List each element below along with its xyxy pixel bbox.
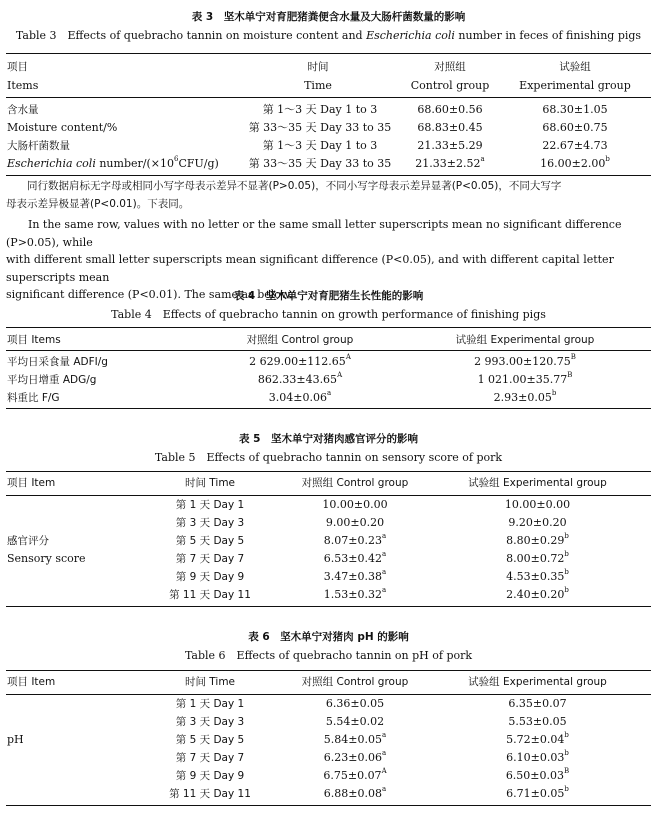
table6-header-ctrl: 对照组 Control group [301,676,409,688]
table6-row-ctrl: 6.36±0.05 [325,697,385,710]
table3-header-exp-cn: 试验组 [559,61,591,73]
table3-row-exp: 22.67±4.73 [542,139,608,152]
table4-header-ctrl: 对照组 Control group [246,334,354,346]
table3-title-cn: 表 3 坚木单宁对育肥猪粪便含水量及大肠杆菌数量的影响 [191,11,466,23]
table6-item: pH [7,733,24,746]
table6-row-exp: 5.72±0.04$^b$ [506,731,569,746]
table3-caption [0,10,657,43]
table5-row-exp: 8.00±0.72$^b$ [506,550,569,565]
table6-row-ctrl: 5.54±0.02 [325,715,385,728]
table6-top-rule [6,670,651,671]
table3-row-ctrl: 68.83±0.45 [417,121,483,134]
table4-row-exp: 2.93±0.05$^b$ [493,389,557,404]
table3-row-ctrl: 21.33±2.52$^a$ [415,155,485,170]
table4-bottom-rule [6,408,651,409]
table5-row-time: 第 5 天 Day 5 [175,535,245,547]
table5-top-rule [6,471,651,472]
table6-row-time: 第 7 天 Day 7 [175,752,245,764]
table6-row-time: 第 3 天 Day 3 [175,716,245,728]
table4-row-item: 料重比 F/G [7,392,60,404]
table4-header-exp: 试验组 Experimental group [455,334,595,346]
table3-row-time: 第 1～3 天 Day 1 to 3 [262,103,378,116]
table6-row-time: 第 11 天 Day 11 [169,788,251,800]
table4-header-rule [6,350,651,351]
table3-row-exp: 68.60±0.75 [542,121,608,134]
table6-row-ctrl: $6.75\pm 0.07^A$ [323,767,387,782]
table3-header-ctrl-en: Control group [410,79,490,92]
table6-row-exp: 5.53±0.05 [508,715,567,728]
table5-header-time: 时间 Time [184,477,236,489]
table3-header-time-cn: 时间 [307,61,329,73]
table4-header-item: 项目 Items [7,334,61,346]
table5-title-cn: 表 5 坚木单宁对猪肉感官评分的影响 [239,433,418,445]
table6-header-time: 时间 Time [184,676,236,688]
table6-row-ctrl: 6.88±0.08$^a$ [323,785,387,800]
table3-row-ctrl: 21.33±5.29 [417,139,483,152]
table3-header-rule [6,97,651,98]
table5-row-ctrl: 1.53±0.32$^a$ [323,586,387,601]
table6-header-exp: 试验组 Experimental group [468,676,607,688]
table6-row-ctrl: 6.23±0.06$^a$ [323,749,387,764]
table3-row-exp: 68.30±1.05 [542,103,608,116]
table3-row-item: 大肠杆菌数量 [7,140,70,152]
table5-row-time: 第 9 天 Day 9 [175,571,245,583]
table6-row-time: 第 5 天 Day 5 [175,734,245,746]
table5-title-en: Table 5 Effects of quebracho tannin on sensory score of pork [154,451,503,464]
table4-top-rule [6,327,651,328]
table3-row-ctrl: 68.60±0.56 [417,103,483,116]
table4-row-exp: 1 $021.00\pm 35.77^B$ [477,371,573,386]
table5-header-exp: 试验组 Experimental group [468,477,607,489]
table3-row-time: 第 33～35 天 Day 33 to 35 [248,157,392,170]
table5-row-exp: 9.20±0.20 [508,516,567,529]
table5-row-time: 第 7 天 Day 7 [175,553,245,565]
table3-header-time-en: Time [304,79,332,92]
table6-caption [0,630,657,663]
table6-row-exp: 6.10±0.03$^b$ [506,749,569,764]
table6-title-cn: 表 6 坚木单宁对猪肉 pH 的影响 [248,631,409,643]
table5-row-time: 第 3 天 Day 3 [175,517,245,529]
table3-header-item-en: Items [7,79,39,92]
table6-row-ctrl: 5.84±0.05$^a$ [323,731,387,746]
table6-row-exp: 6.35±0.07 [508,697,567,710]
table4-row-exp: 2 $993.00\pm 120.75^B$ [474,353,576,368]
table4-row-item: 平均日增重 ADG/g [7,374,97,386]
table6-row-exp: 6.71±0.05$^b$ [506,785,569,800]
table4-title-cn: 表 4 坚木单宁对育肥猪生长性能的影响 [233,290,424,302]
table5-header-ctrl: 对照组 Control group [301,477,409,489]
table-note-en: In the same row, values with no letter or the same small letter superscripts mean no significant difference (P>0.05), while with different small letter superscripts mean significant difference (P<0.05), and with different capital letter superscripts mean significant difference (P<0.01). The same as below. [6,218,622,301]
table3-top-rule [6,53,651,54]
table4-caption [0,289,657,322]
table3-row-exp: 16.00±2.00$^b$ [540,155,610,170]
table4-row-item: 平均日采食量 ADFI/g [7,356,108,368]
table3-header-item-cn: 项目 [7,61,28,73]
table5-item-cn: 感官评分 [7,535,49,547]
table5-row-exp: 2.40±0.20$^b$ [506,586,569,601]
table3-header-exp-en: Experimental group [519,79,631,92]
table5-row-time: 第 1 天 Day 1 [175,499,245,511]
table6-header-item: 项目 Item [7,676,56,688]
table6-title-en: Table 6 Effects of quebracho tannin on pH of pork [184,649,473,662]
table6-bottom-rule [6,805,651,806]
table5-row-ctrl: 3.47±0.38$^a$ [323,568,387,583]
table5-row-ctrl: 10.00±0.00 [322,498,388,511]
table5-row-time: 第 11 天 Day 11 [169,589,251,601]
table5-row-ctrl: 9.00±0.20 [325,516,385,529]
table6-row-time: 第 9 天 Day 9 [175,770,245,782]
table4-title-en: Table 4 Effects of quebracho tannin on growth performance of finishing pigs [111,308,546,321]
table5-bottom-rule [6,606,651,607]
table5-row-ctrl: 8.07±0.23$^a$ [323,532,387,547]
table3-row-item: Escherichia coli number/$(\times 10^6CFU/g)$ [7,155,219,170]
table4-row-ctrl: 3.04±0.06$^a$ [268,389,332,404]
table5-row-exp: 4.53±0.35$^b$ [506,568,569,583]
table3-row-item: Moisture content/% [7,121,118,134]
table5-caption [0,432,657,465]
table6-row-time: 第 1 天 Day 1 [175,698,245,710]
table3-title-en: Table 3 Effects of quebracho tannin on moisture content and Escherichia coli number in feces of finishing pigs [15,29,642,42]
table6-row-exp: $6.50\pm 0.03^B$ [505,767,570,782]
table5-header-item: 项目 Item [7,477,56,489]
table3-row-time: 第 33～35 天 Day 33 to 35 [248,121,392,134]
table4-row-ctrl: 2 $629.00\pm 112.65^A$ [249,353,351,368]
table3-row-time: 第 1～3 天 Day 1 to 3 [262,139,378,152]
table5-row-exp: 8.80±0.29$^b$ [506,532,569,547]
table-note-cn: 同行数据肩标无字母或相同小写字母表示差异不显著(P>0.05)，不同小写字母表示差异显著(P<0.05)，不同大写字 母表示差异极显著(P<0.01)。下表同。 [6,180,562,210]
table3-row-item: 含水量 [7,104,39,116]
table5-row-ctrl: 6.53±0.42$^a$ [323,550,387,565]
table5-row-exp: 10.00±0.00 [504,498,571,511]
table5-item-en: Sensory score [7,552,86,565]
table4-row-ctrl: $862.33\pm 43.65^A$ [257,371,343,386]
table3-bottom-rule [6,175,651,176]
table3-header-ctrl-cn: 对照组 [434,61,466,73]
